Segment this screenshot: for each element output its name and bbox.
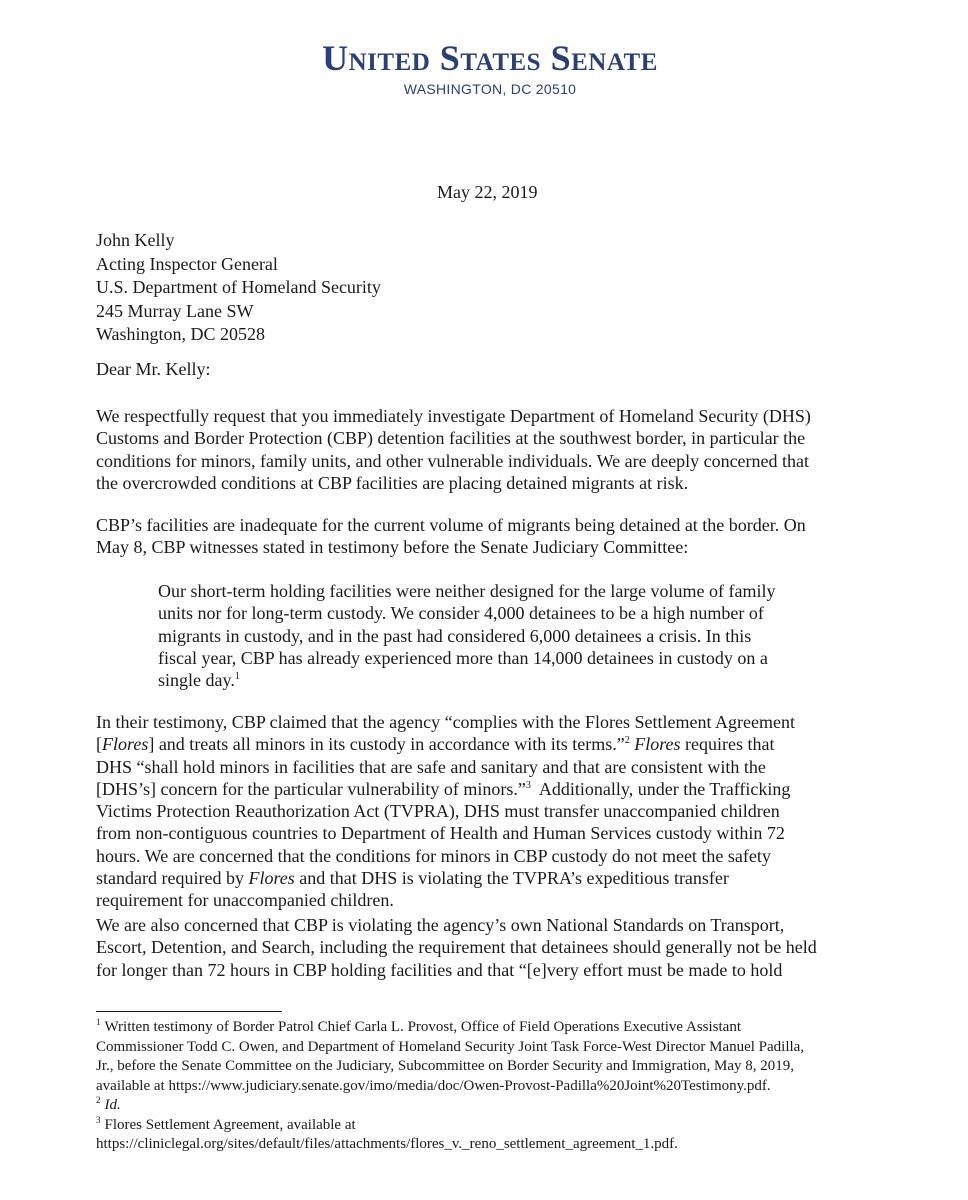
paragraph-flores: [96, 711, 886, 912]
flores-italic: Flores: [102, 734, 149, 755]
paragraph-text: requires that: [685, 734, 775, 755]
paragraph-line: May 8, CBP witnesses stated in testimony before the Senate Judiciary Committee:: [96, 537, 689, 558]
footnote-ref: 1: [234, 671, 240, 683]
paragraph-text: ] and treats all minors in its custody in accordance with its terms.”: [148, 734, 625, 755]
footnote-number: 2: [96, 1095, 101, 1105]
paragraph-line: conditions for minors, family units, and other vulnerable individuals. We are deeply concerned that: [96, 450, 810, 471]
paragraph-line: hours. We are concerned that the conditions for minors in CBP custody do not meet the safety: [96, 845, 771, 866]
footnote-1: [96, 1018, 896, 1038]
paragraph-facilities: [96, 514, 886, 559]
paragraph-line: We respectfully request that you immediately investigate Department of Homeland Security (DHS): [96, 406, 811, 426]
paragraph-line: Victims Protection Reauthorization Act (TVPRA), DHS must transfer unaccompanied children: [96, 801, 780, 822]
paragraph-line: [96, 778, 886, 800]
paragraph-line: In their testimony, CBP claimed that the agency “complies with the Flores Settlement Agreement: [96, 712, 796, 732]
paragraph-line: We are also concerned that CBP is violating the agency’s own National Standards on Transport,: [96, 915, 785, 935]
footnote-ref: 3: [525, 779, 531, 791]
salutation: Dear Mr. Kelly:: [96, 359, 211, 379]
paragraph-line: requirement for unaccompanied children.: [96, 890, 394, 911]
paragraph-text: Additionally, under the Trafficking: [538, 778, 791, 799]
paragraph-request: [96, 405, 886, 494]
paragraph-line: Customs and Border Protection (CBP) detention facilities at the southwest border, in particular the: [96, 428, 806, 449]
testimony-block-quote: [158, 580, 858, 691]
quote-line: Our short-term holding facilities were neither designed for the large volume of family: [158, 581, 776, 601]
footnote-line: Jr., before the Senate Committee on the Judiciary, Subcommittee on Border Security and Immigration, May 8, 2019,: [96, 1058, 795, 1074]
footnote-separator: [96, 1011, 282, 1012]
paragraph-line: CBP’s facilities are inadequate for the current volume of migrants being detained at the border. On: [96, 515, 806, 535]
footnote-text: Flores Settlement Agreement, available at: [104, 1116, 356, 1133]
paragraph-line: [Flores] and treats all minors in its custody in accordance with its terms.”$^2$ Flores requires that: [96, 734, 775, 755]
recipient-city: Washington, DC 20528: [96, 324, 266, 344]
senate-letterhead-address: WASHINGTON, DC 20510: [403, 81, 577, 97]
flores-italic: Flores: [634, 734, 681, 755]
footnote-line: Commissioner Todd C. Owen, and Department of Homeland Security Joint Task Force-West Director Manuel Padilla,: [96, 1038, 805, 1055]
quote-last-text: single day.: [158, 670, 235, 691]
paragraph-line: from non-contiguous countries to Department of Health and Human Services custody within 72: [96, 823, 785, 844]
footnote-3: [96, 1116, 896, 1136]
footnote-text: Written testimony of Border Patrol Chief Carla L. Provost, Office of Field Operations Executive Assistant: [104, 1019, 741, 1035]
flores-italic: Flores: [248, 868, 295, 889]
paragraph-text: and that DHS is violating the TVPRA’s expeditious transfer: [299, 868, 729, 889]
paragraph-line: Escort, Detention, and Search, including the requirement that detainees should generally not be held: [96, 937, 817, 958]
quote-line: fiscal year, CBP has already experienced more than 14,000 detainees in custody on a: [158, 647, 768, 668]
quote-line: units nor for long-term custody. We consider 4,000 detainees to be a high number of: [158, 603, 764, 624]
footnote-text: Id.: [104, 1097, 121, 1113]
paragraph-text: standard required by: [96, 868, 244, 889]
recipient-address: [96, 229, 381, 347]
recipient-title: Acting Inspector General: [96, 253, 278, 274]
recipient-name: John Kelly: [96, 230, 175, 250]
footnote-number: 3: [96, 1114, 101, 1125]
letter-date: May 22, 2019: [437, 182, 538, 202]
recipient-agency: U.S. Department of Homeland Security: [96, 277, 381, 297]
quote-line: [158, 669, 858, 691]
senate-letterhead-title: United States Senate: [322, 38, 658, 78]
footnotes: [96, 1018, 896, 1155]
quote-line: migrants in custody, and in the past had considered 6,000 detainees a crisis. In this: [158, 625, 752, 646]
footnote-url-line: https://cliniclegal.org/sites/default/files/attachments/flores_v._reno_settlement_agreement_1.pdf.: [96, 1136, 678, 1152]
recipient-street: 245 Murray Lane SW: [96, 300, 254, 321]
paragraph-line: the overcrowded conditions at CBP facilities are placing detained migrants at risk.: [96, 472, 689, 493]
paragraph-line: [96, 867, 886, 889]
footnote-ref: 2: [624, 735, 630, 747]
footnote-2: [96, 1096, 896, 1116]
paragraph-national-standards: [96, 914, 886, 981]
paragraph-text: [DHS’s] concern for the particular vulnerability of minors.”: [96, 778, 526, 799]
paragraph-line: DHS “shall hold minors in facilities that are safe and sanitary and that are consistent with the: [96, 756, 766, 777]
footnote-url-line: available at https://www.judiciary.senate.gov/imo/media/doc/Owen-Provost-Padilla%20Joint%20Testimony.pdf.: [96, 1077, 771, 1094]
footnote-number: 1: [96, 1017, 101, 1027]
letterhead: [0, 36, 968, 98]
paragraph-line: for longer than 72 hours in CBP holding facilities and that “[e]very effort must be made to hold: [96, 959, 783, 980]
